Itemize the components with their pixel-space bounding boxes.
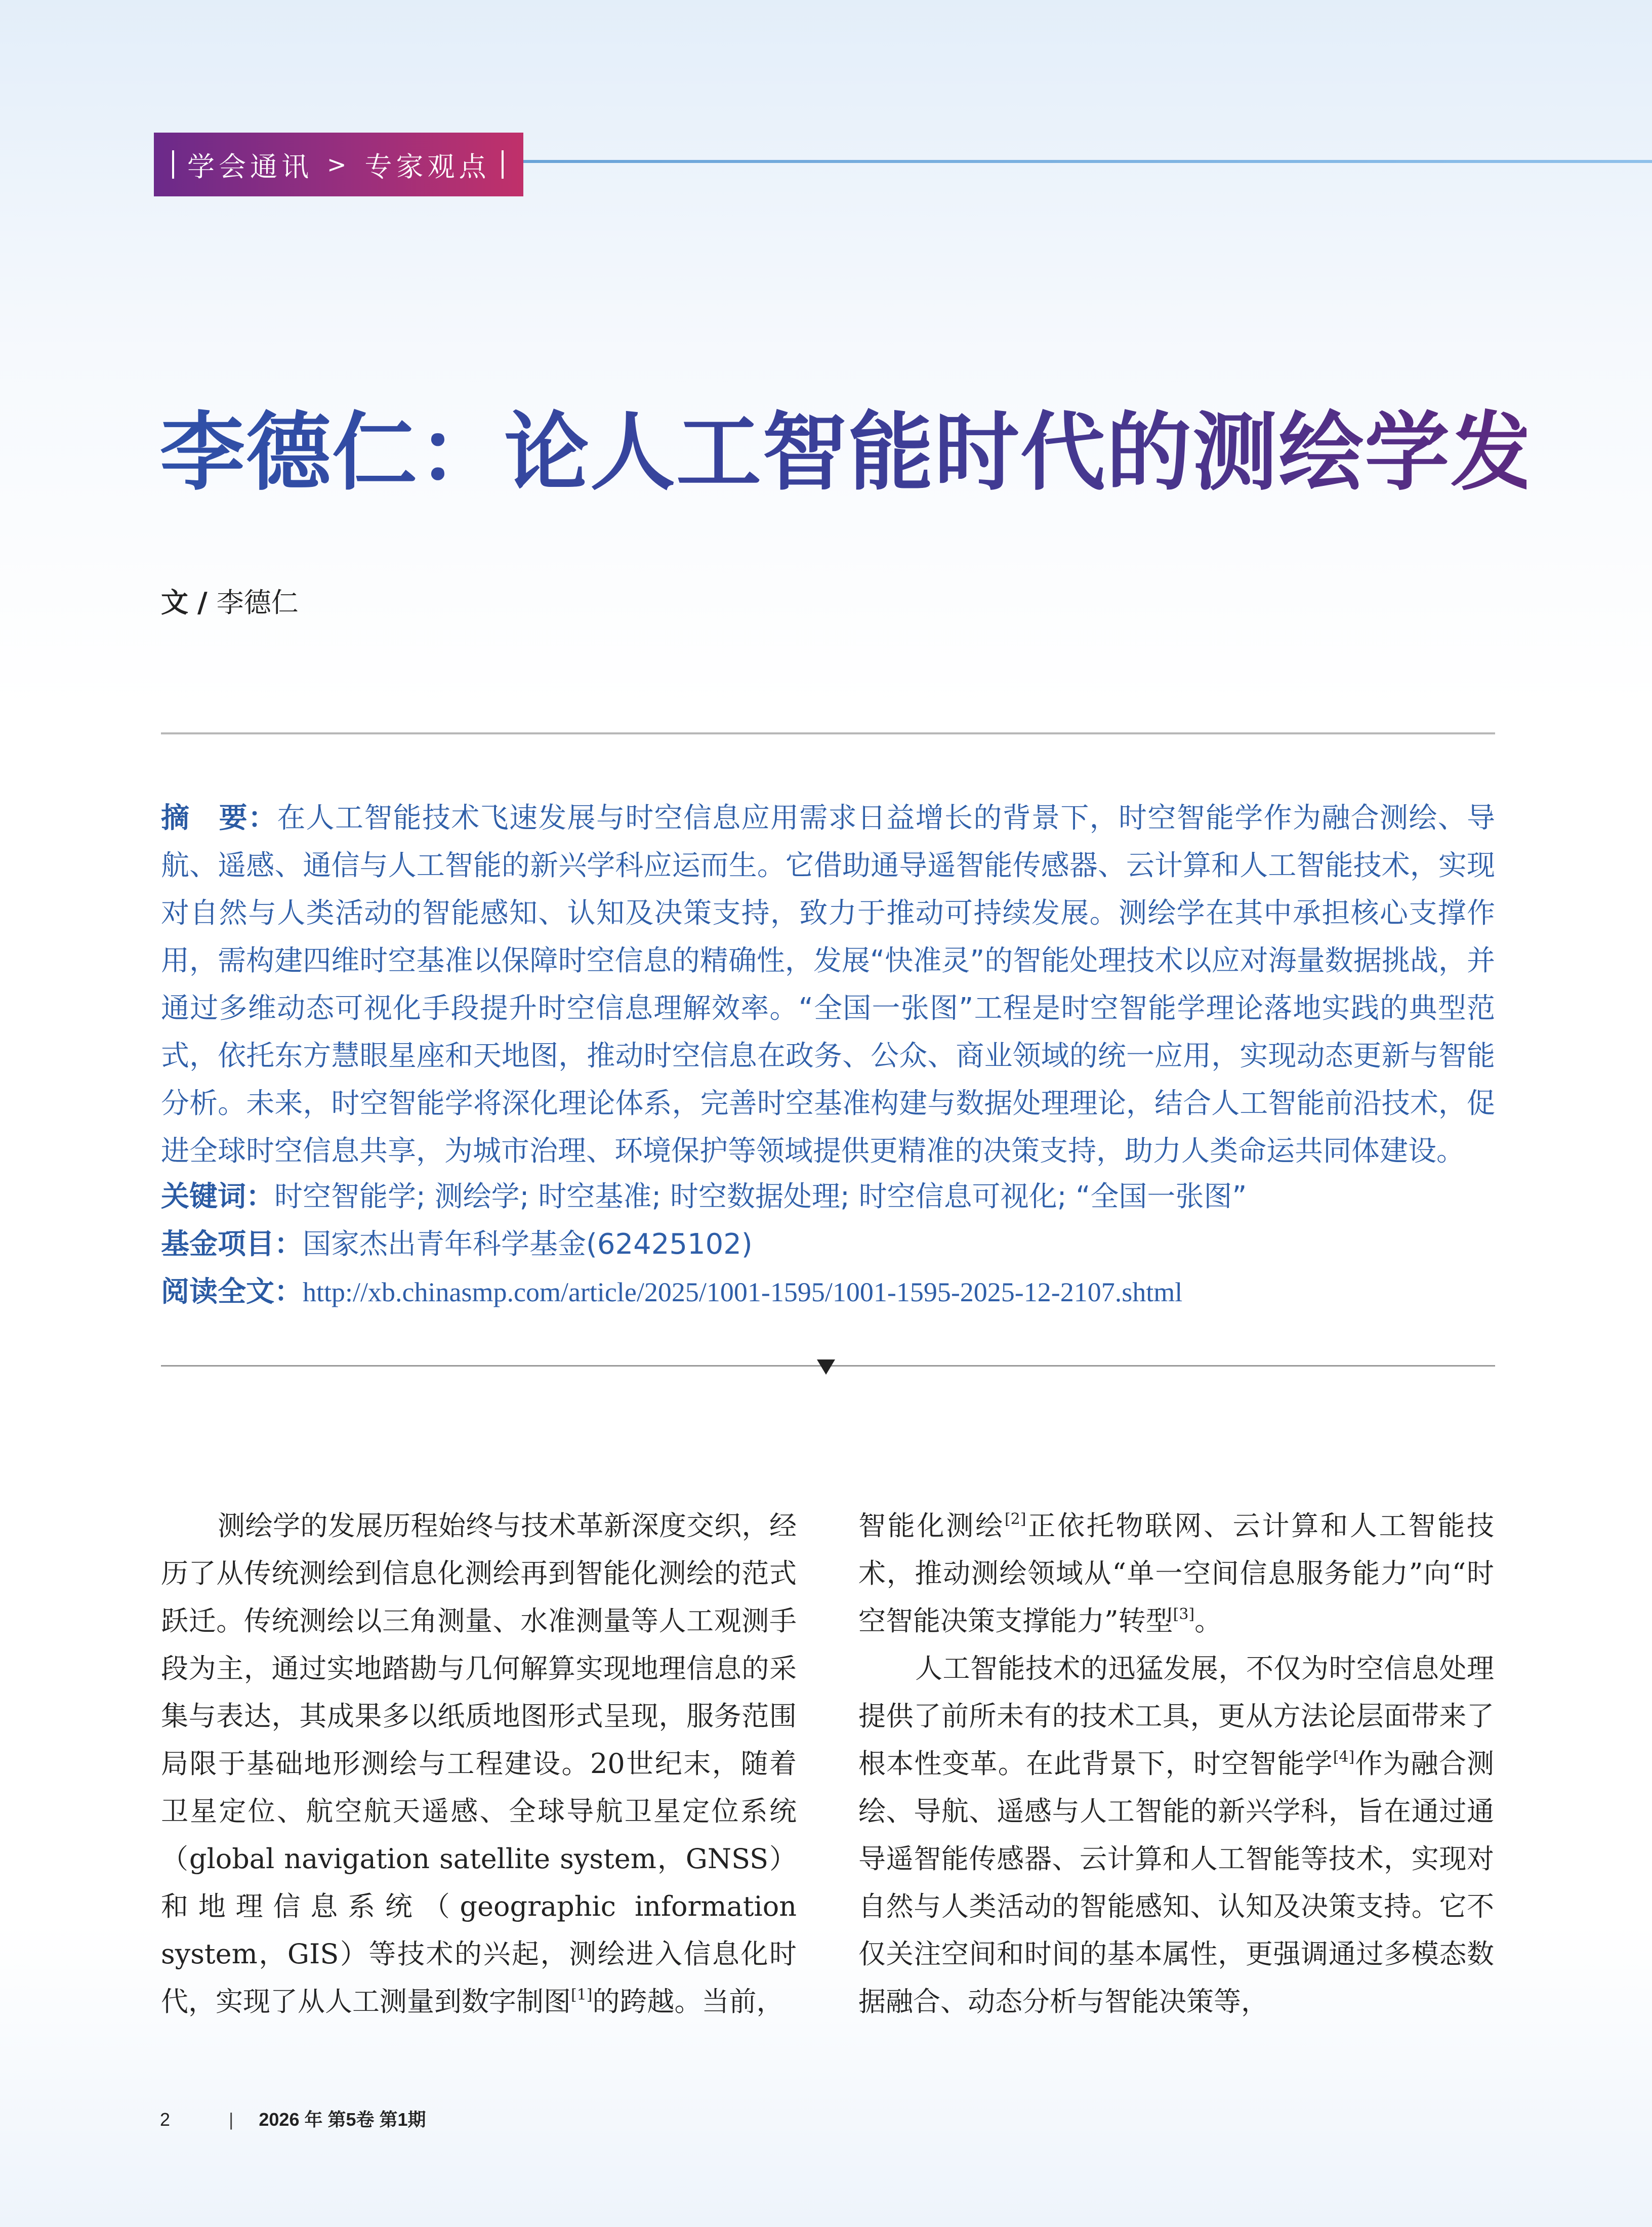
keywords [161, 1173, 1495, 1221]
read-full-label: 阅读全文： [161, 1275, 303, 1308]
page-footer [160, 2106, 426, 2131]
fund-text: 国家杰出青年科学基金(62425102) [303, 1228, 753, 1261]
body-paragraph [161, 1502, 797, 2026]
abstract-text: 在人工智能技术飞速发展与时空信息应用需求日益增长的背景下，时空智能学作为融合测绘、导航、遥感、通信与人工智能的新兴学科应运而生。它借助通导遥智能传感器、云计算和人工智能技术，实现对自然与人类活动的智能感知、认知及决策支持，致力于推动可持续发展。测绘学在其中承担核心支撑作用，需构建四维时空基准以保障时空信息的精确性，发展“快准灵”的智能处理技术以应对海量数据挑战，并通过多维动态可视化手段提升时空信息理解效率。“全国一张图”工程是时空智能学理论落地实践的典型范式，依托东方慧眼星座和天地图，推动时空信息在政务、公众、商业领域的统一应用，实现动态更新与智能分析。未来，时空智能学将深化理论体系，完善时空基准构建与数据处理理论，结合人工智能前沿技术，促进全球时空信息共享，为城市治理、环境保护等领域提供更精准的决策支持，助力人类命运共同体建设。 [161, 802, 1496, 1168]
citation-ref[interactable]: [4] [1333, 1748, 1355, 1766]
citation-ref[interactable]: [1] [571, 1986, 593, 2004]
body-column-left [161, 1502, 797, 2026]
tag-bar-right [502, 150, 504, 179]
page-number: 2 [160, 2109, 171, 2130]
abstract-label: 摘 要： [161, 802, 277, 835]
body-paragraph [858, 1502, 1494, 1645]
body-text: 正依托物联网、云计算和人工智能技术，推动测绘领域从“单一空间信息服务能力”向“时空智能决策支撑能力”转型 [858, 1510, 1495, 1637]
keywords-text: 时空智能学; 测绘学; 时空基准; 时空数据处理; 时空信息可视化; “全国一张图” [274, 1180, 1247, 1213]
section-tag [154, 133, 523, 196]
subsection-label[interactable]: 专家观点 [364, 150, 490, 183]
body-text: 的跨越。当前， [592, 1986, 784, 2017]
body-text: 测绘学的发展历程始终与技术革新深度交织，经历了从传统测绘到信息化测绘再到智能化测绘的范式跃迁。传统测绘以三角测量、水准测量等人工观测手段为主，通过实地踏勘与几何解算实现地理信息的采集与表达，其成果多以纸质地图形式呈现，服务范围局限于基础地形测绘与工程建设。20世纪末，随着卫星定位、航空航天遥感、全球导航卫星定位系统（global navigation satellite system，GNSS）和地理信息系统（geographic information system，GIS）等技术的兴起，测绘进入信息化时代，实现了从人工测量到数字制图 [161, 1510, 797, 2017]
author-name: 李德仁 [216, 587, 299, 618]
citation-ref[interactable]: [2] [1004, 1510, 1026, 1528]
issue-info: 2026 年 第5卷 第1期 [259, 2109, 426, 2130]
abstract [161, 795, 1495, 1175]
author-slash: / [197, 587, 208, 618]
read-full-link[interactable]: http://xb.chinasmp.com/article/2025/1001-1595/1001-1595-2025-12-2107.shtml [303, 1277, 1183, 1307]
read-full [161, 1268, 1495, 1316]
down-triangle-icon [817, 1359, 835, 1375]
body-text: 作为融合测绘、导航、遥感与人工智能的新兴学科，旨在通过通导遥智能传感器、云计算和人工智能等技术，实现对自然与人类活动的智能感知、认知及决策支持。它不仅关注空间和时间的基本属性，更强调通过多模态数据融合、动态分析与智能决策等， [858, 1748, 1494, 2017]
fund-label: 基金项目： [161, 1228, 303, 1261]
tag-bar-left [172, 150, 174, 179]
article-title: 李德仁：论人工智能时代的测绘学发展 [160, 385, 1526, 507]
keywords-label: 关键词： [161, 1180, 274, 1213]
author-label: 文 [161, 587, 188, 618]
body-text: 人工智能技术的迅猛发展，不仅为时空信息处理提供了前所未有的技术工具，更从方法论层面带来了根本性变革。在此背景下，时空智能学 [858, 1653, 1494, 1780]
body-column-right [858, 1502, 1494, 2026]
section-label[interactable]: 学会通讯 [187, 150, 313, 183]
footer-divider: | [229, 2109, 234, 2130]
body-text: 。 [1194, 1605, 1222, 1637]
citation-ref[interactable]: [3] [1173, 1605, 1195, 1623]
divider-top [161, 732, 1495, 734]
author-line [161, 581, 299, 620]
breadcrumb-separator: > [327, 151, 351, 178]
header-rule [523, 160, 1652, 163]
body-paragraph [858, 1645, 1494, 2026]
body-text: 智能化测绘 [858, 1510, 1005, 1542]
fund [161, 1221, 1495, 1268]
